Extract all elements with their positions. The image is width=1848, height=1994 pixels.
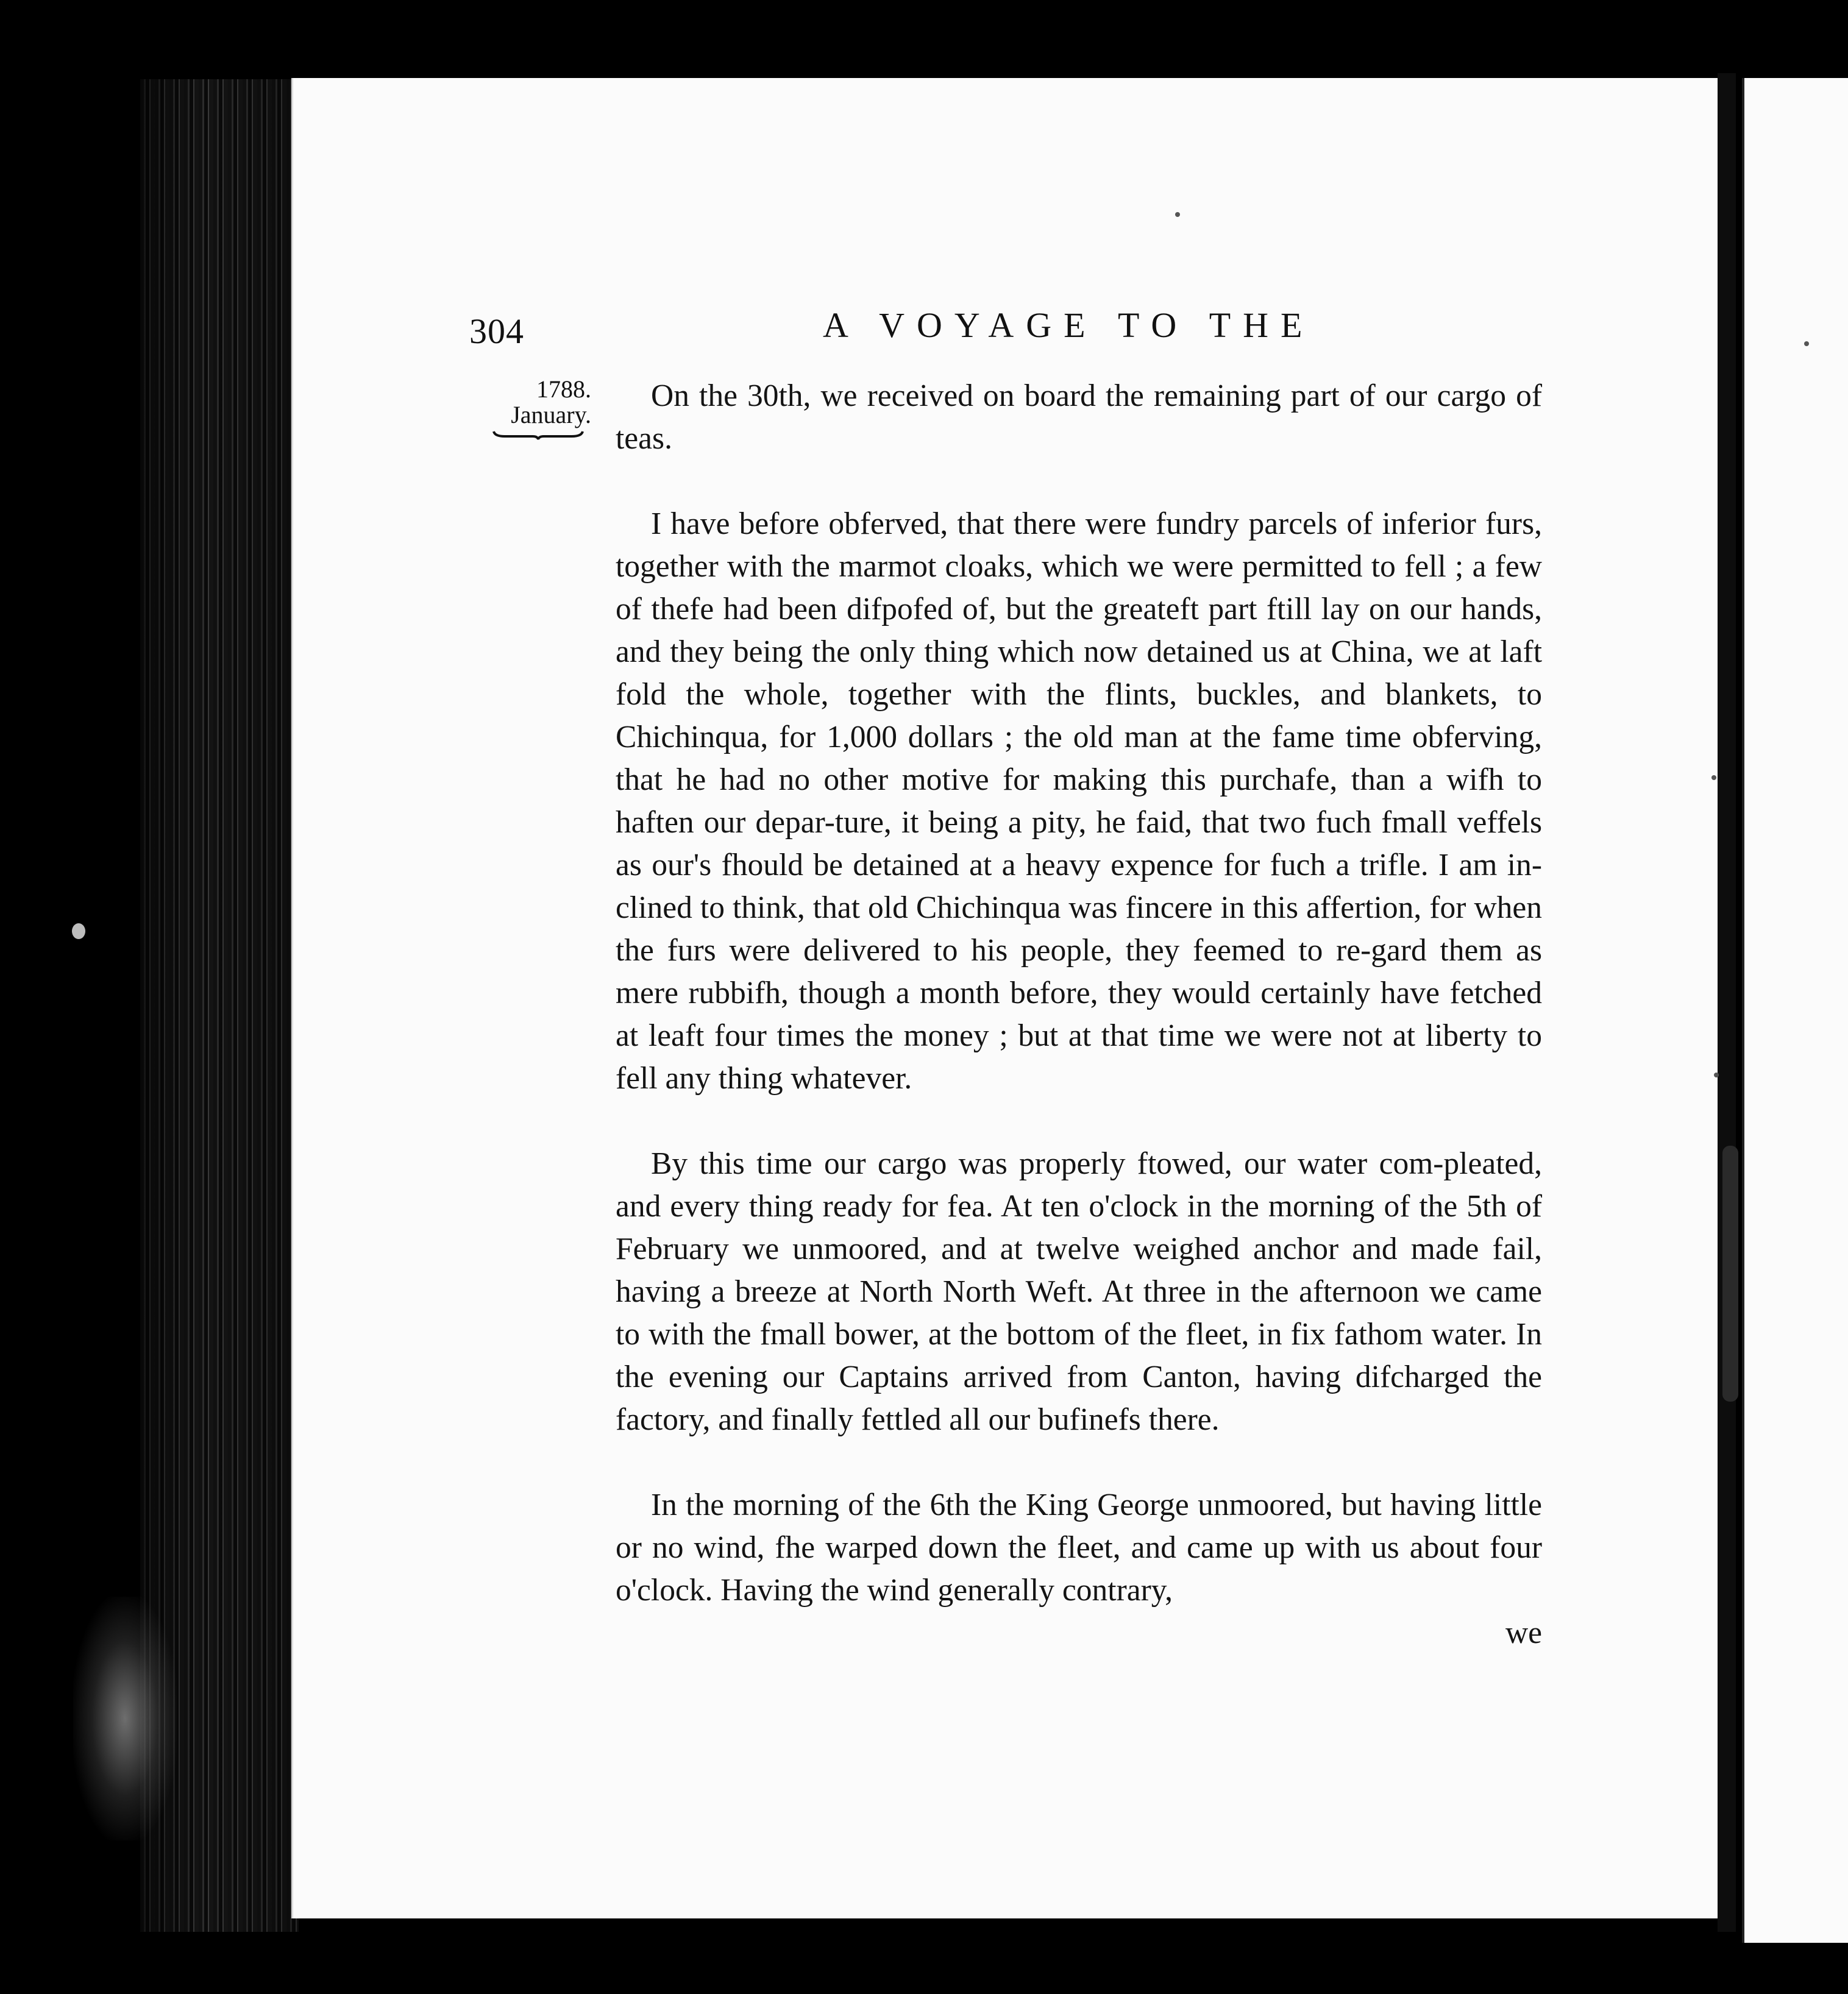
ink-speck [1175, 212, 1180, 217]
margin-year: 1788. [536, 375, 591, 403]
light-glare [73, 1597, 177, 1840]
margin-brace [492, 429, 584, 440]
ink-speck [1804, 341, 1809, 346]
page-edge [1718, 73, 1736, 1932]
page-number: 304 [469, 311, 524, 351]
facing-page-edge [1742, 78, 1848, 1943]
margin-note [475, 377, 591, 440]
paragraph: By this time our cargo was properly ftowed, our water com-pleated, and every thing ready for fea. At ten o'clock in the morning of the 5th of February we unmoored, and at twelve weighed anchor and made fail, having a breeze at North North Weft. At three in the afternoon we came to with the fmall bower, at the bottom of the fleet, in fix fathom water. In the evening our Captains arrived from Canton, having difcharged the factory, and finally fettled all our bufinefs there. [616, 1146, 1542, 1437]
dust-speck [72, 923, 85, 939]
ink-speck [1714, 1073, 1719, 1077]
bookmark-ribbon [1722, 1146, 1738, 1402]
running-head: A VOYAGE TO THE [823, 305, 1315, 345]
page-header [469, 305, 1542, 360]
paragraph: In the morning of the 6th the King George unmoored, but having little or no wind, fhe warped down the fleet, and came up with us about four o'clock. Having the wind generally contrary, [616, 1488, 1542, 1608]
catchword: we [1505, 1616, 1542, 1650]
margin-month: January. [511, 401, 591, 428]
ink-speck [1711, 775, 1716, 780]
paragraph: I have before obferved, that there were fundry parcels of inferior furs, together with the marmot cloaks, which we were permitted to fell ; a few of thefe had been difpofed of, but the greateft part ftill lay on our hands, and they being the only thing which now detained us at China, we at laft fold the whole, together with the flints, buckles, and blankets, to Chichinqua, for 1,000 dollars ; the old man at the fame time obferving, that he had no other motive for making this purchafe, than a wifh to haften our depar-ture, it being a pity, he faid, that two fuch fmall veffels as our's fhould be detained at a heavy expence for fuch a trifle. I am in-clined to think, that old Chichinqua was fincere in this affertion, for when the furs were delivered to his people, they feemed to re-gard them as mere rubbifh, though a month before, they would certainly have fetched at leaft four times the money ; but at that time we were not at liberty to fell any thing whatever. [616, 506, 1542, 1096]
paragraph: On the 30th, we received on board the remaining part of our cargo of teas. [616, 378, 1542, 456]
body-text [616, 375, 1542, 1655]
